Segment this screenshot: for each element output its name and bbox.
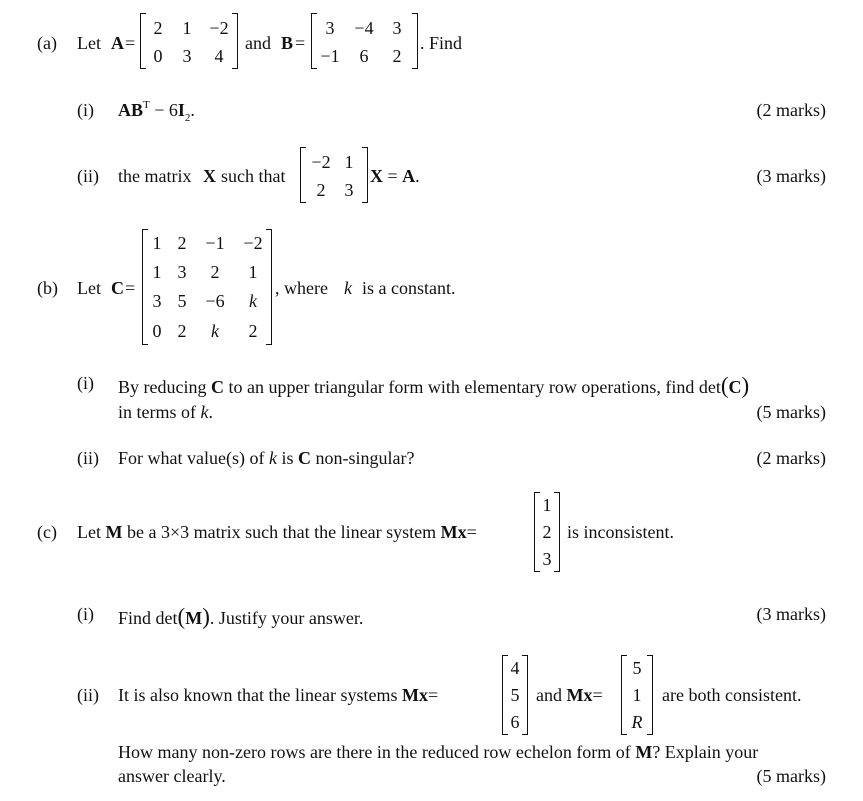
part-b-ii-label: (ii) — [77, 448, 99, 468]
matrix-c-cell: 2 — [177, 233, 187, 253]
equals-sign: = — [125, 33, 136, 53]
matrix-c-cell: 3 — [177, 262, 187, 282]
and-text: and — [245, 33, 271, 53]
part-a-ii-label: (ii) — [77, 166, 99, 186]
matrix-b-cell: 3 — [325, 18, 335, 38]
marks-a-i: (2 marks) — [756, 100, 826, 120]
vector-456 — [502, 655, 528, 735]
matrix-coefficient — [300, 147, 368, 203]
text-such-that: such that — [221, 166, 286, 186]
where-text: , where — [275, 278, 328, 298]
matrix-c-cell: −6 — [205, 291, 225, 311]
part-a-label: (a) — [37, 33, 57, 53]
vector-cell: 5 — [632, 658, 642, 678]
matrix-c-cell: 2 — [210, 262, 220, 282]
matrix-c-cell: 5 — [177, 291, 187, 311]
matrix-c-cell: 2 — [248, 321, 258, 341]
matrix-a-cell: 0 — [153, 46, 163, 66]
vector-cell: 4 — [510, 658, 520, 678]
matrix-c — [142, 229, 272, 345]
matrix-c-cell: 0 — [152, 321, 162, 341]
matrix-a-cell: −2 — [209, 18, 229, 38]
matrix-cell: 3 — [344, 180, 354, 200]
part-a-let: Let — [77, 33, 101, 53]
find-text: . Find — [420, 33, 463, 53]
vector-cell: 3 — [542, 549, 552, 569]
part-b-i-label: (i) — [77, 373, 94, 393]
matrix-b-cell: 3 — [392, 18, 402, 38]
matrix-cell: −2 — [311, 152, 331, 172]
matrix-a-cell: 1 — [182, 18, 192, 38]
matrix-b-cell: −4 — [354, 18, 374, 38]
vector-cell: R — [631, 712, 643, 732]
marks-b-ii: (2 marks) — [756, 448, 826, 468]
matrix-b — [311, 13, 418, 69]
part-c-text: Let M be a 3×3 matrix such that the linear system Mx= — [77, 522, 477, 542]
and-mx-text: and Mx= — [536, 685, 603, 705]
matrix-a-cell: 4 — [214, 46, 224, 66]
marks-a-ii: (3 marks) — [756, 166, 826, 186]
matrix-c-name: C — [111, 278, 124, 298]
matrix-b-name: B — [281, 33, 294, 53]
matrix-c-cell: 1 — [248, 262, 258, 282]
part-c-label: (c) — [37, 522, 57, 542]
matrix-a-name: A — [111, 33, 124, 53]
marks-c-i: (3 marks) — [756, 604, 826, 624]
equation-xa: X = A. — [370, 166, 420, 186]
matrix-b-cell: 6 — [359, 46, 369, 66]
vector-cell: 1 — [542, 495, 552, 515]
part-b-i-text: By reducing C to an upper triangular form with elementary row operations, find det(C) — [118, 373, 750, 398]
vector-cell: 5 — [510, 685, 520, 705]
vector-cell: 6 — [510, 712, 520, 732]
part-c-ii-text: It is also known that the linear systems Mx= — [118, 685, 439, 705]
question-line1: How many non-zero rows are there in the reduced row echelon form of M? Explain your — [118, 742, 759, 762]
question-line2: answer clearly. — [118, 766, 226, 786]
matrix-c-cell: 3 — [152, 291, 162, 311]
equals-sign: = — [295, 33, 306, 53]
matrix-c-cell: k — [211, 321, 219, 341]
matrix-c-cell: 1 — [152, 233, 162, 253]
part-c-ii-label: (ii) — [77, 685, 99, 705]
matrix-c-cell: 1 — [152, 262, 162, 282]
consistent-text: are both consistent. — [662, 685, 802, 705]
inconsistent-text: is inconsistent. — [567, 522, 674, 542]
part-a-i-label: (i) — [77, 100, 94, 120]
matrix-a-cell: 2 — [153, 18, 163, 38]
vector-cell: 2 — [542, 522, 552, 542]
variable-k: k — [344, 278, 352, 298]
part-b-i-line2: in terms of k. — [118, 402, 213, 422]
marks-b-i: (5 marks) — [756, 402, 826, 422]
matrix-c-cell: −1 — [205, 233, 225, 253]
marks-c-ii: (5 marks) — [756, 766, 826, 786]
matrix-x-name: X — [203, 166, 216, 186]
constant-text: is a constant. — [362, 278, 456, 298]
right-bracket — [412, 13, 418, 69]
part-b-ii-text: For what value(s) of k is C non-singular? — [118, 448, 415, 468]
vector-123 — [534, 492, 560, 572]
part-b-let: Let — [77, 278, 101, 298]
matrix-c-cell: −2 — [243, 233, 263, 253]
matrix-cell: 1 — [344, 152, 354, 172]
matrix-cell: 2 — [316, 180, 326, 200]
matrix-a-cell: 3 — [182, 46, 192, 66]
matrix-b-cell: 2 — [392, 46, 402, 66]
matrix-c-cell: 2 — [177, 321, 187, 341]
expression-abt: $AB^T - 6I_2$. — [118, 99, 195, 124]
text-the-matrix: the matrix — [118, 166, 192, 186]
part-c-i-text: Find det(M). Justify your answer. — [118, 604, 364, 629]
part-c-i-label: (i) — [77, 604, 94, 624]
vector-51r — [621, 655, 653, 735]
matrix-c-cell: k — [249, 291, 257, 311]
matrix-a — [140, 13, 238, 69]
part-b-label: (b) — [37, 278, 58, 298]
vector-cell: 1 — [632, 685, 642, 705]
equals-sign: = — [125, 278, 136, 298]
matrix-b-cell: −1 — [320, 46, 340, 66]
